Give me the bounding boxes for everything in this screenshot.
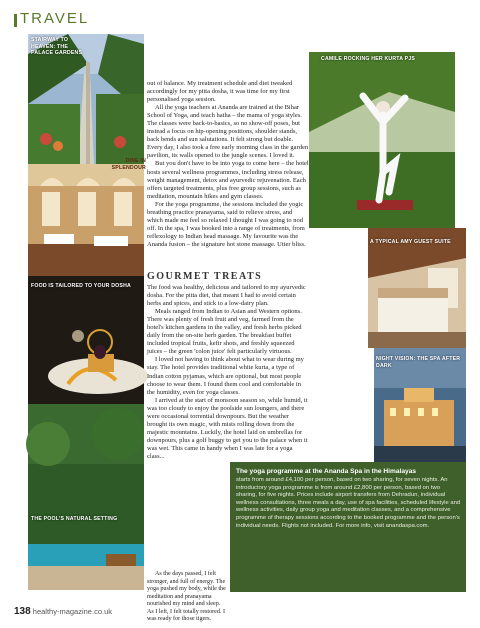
photo-dining: [28, 158, 146, 276]
suite-image: [368, 228, 466, 348]
caption-guest-suite: A TYPICAL AMY GUEST SUITE: [370, 239, 451, 245]
photo-stairway-gardens: [28, 34, 144, 164]
boxout-title: The yoga programme at the Ananda Spa in the Himalayas: [236, 468, 417, 475]
paragraph: But you don't have to be into yoga to come here – the hotel hosts several wellness programmes, including stress release, weight management, detox and ayurvedic rejuvenation. Each offers targeted treatments, plus free group sessions, such as meditation, mountain hikes and gym classes.: [147, 160, 309, 200]
pool-image: [28, 404, 144, 590]
info-boxout: [230, 462, 466, 592]
caption-stairway: STAIRWAY TO HEAVEN: THE PALACE GARDENS: [31, 37, 83, 56]
page-footer: [14, 606, 112, 617]
section-heading: TRAVEL: [20, 10, 90, 27]
paragraph: I arrived at the start of monsoon season so, while humid, it was too cloudy to enjoy the poolside sun loungers, and there were occasional torrential downpours. But the weather brought its own magic, with mists rolling down from the majestic mountains. Luckily, the hotel laid on umbrellas for downpours, plus a golf buggy to get you to the palace when it was wet. This came in handy when I was late for a yoga class...: [147, 396, 308, 460]
paragraph: The food was healthy, delicious and tailored to my ayurvedic dosha. For the pitta diet, that meant I had to avoid certain herbs and spices, and stick to a low-dairy plan.: [147, 284, 306, 308]
page-number: 138: [14, 606, 31, 617]
paragraph-closing: As the days passed, I felt stronger, and full of energy. The yoga pushed my body, while the meditation and pranayama nourished my mind and sleep. As I left, I felt totally restored. I was ready for those tigers.: [147, 571, 226, 622]
caption-dining: DINE IN SPLENDOUR: [111, 158, 146, 171]
caption-pool: THE POOL'S NATURAL SETTING: [31, 516, 118, 522]
dining-image: [28, 164, 144, 276]
subhead-gourmet: GOURMET TREATS: [147, 271, 263, 282]
paragraph: For the yoga programme, the sessions included the yogic breathing practice pranayama, said to relieve stress, and which made me feel so relaxed I thought I was going to nod off. In the spa, I was booked into a range of treatments, from reflexology to Indian head massage. My favourite was the Ananda fusion – the signature hot stone massage. Utter bliss.: [147, 200, 306, 248]
caption-night: NIGHT VISION: THE SPA AFTER DARK: [376, 356, 461, 369]
column2-text: [147, 284, 309, 461]
caption-camile: CAMILE ROCKING HER KURTA PJS: [321, 56, 416, 62]
column1-text: [147, 80, 309, 249]
paragraph: I loved not having to think about what to wear during my stay. The hotel provides traditional white kurta, a type of Indian cotton pyjamas, which are optional, but most people choose to wear them. I found them cool and comfortable in the humidity, even for yoga classes.: [147, 356, 304, 396]
food-image: [28, 276, 144, 404]
photo-pool: [28, 404, 144, 590]
caption-food: FOOD IS TAILORED TO YOUR DOSHA: [31, 283, 131, 289]
closing-text: [147, 571, 227, 624]
paragraph: All the yoga teachers at Ananda are trained at the Bihar School of Yoga, and teach hatha – the mama of yoga styles. The classes were back-to-basics, so no show-off poses, but instead a focus on hip-opening positions, shoulder stands, back bends and sun salutations. It felt strong but doable. Every day, I also took a free early morning class in the garden pavilion, its walls opened to the jungle scenes. I loved it.: [147, 104, 309, 160]
photo-yoga-camile: [309, 52, 455, 228]
boxout-body: starts from around £4,100 per person, based on two sharing, for seven nights. An introductory yoga programme is from around £2,800 per person, based on two sharing, for five nights. Prices include airport transfers from Dehradun, individual wellness consultations, three meals a day, use of spa facilities, scheduled lifestyle and wellness activities, daily group yoga and meditation classes, and a comprehensive programme of therapy sessions according to the booked programme and the person's individual needs. Flights not included. For more info, visit anandaspa.com.: [236, 477, 461, 529]
photo-food: [28, 276, 144, 404]
photo-night-spa: [374, 348, 466, 462]
site-url: healthy-magazine.co.uk: [32, 607, 112, 616]
paragraph: out of balance. My treatment schedule and diet tweaked accordingly for my pitta dosha, it was time for my first personalised yoga session.: [147, 80, 293, 104]
section-rule: [14, 14, 17, 27]
paragraph: Meals ranged from Indian to Asian and Western options. There was plenty of fresh fruit and veg, farmed from the hotel's kitchen gardens in the valley, and fresh herbs picked daily from the on-site herb garden. The breakfast buffet included tropical fruits, kefir shots, and freshly squeezed juices – the green 'colon juice' felt particularly virtuous.: [147, 308, 302, 356]
photo-guest-suite: [368, 228, 466, 348]
yoga-image: [309, 52, 455, 228]
